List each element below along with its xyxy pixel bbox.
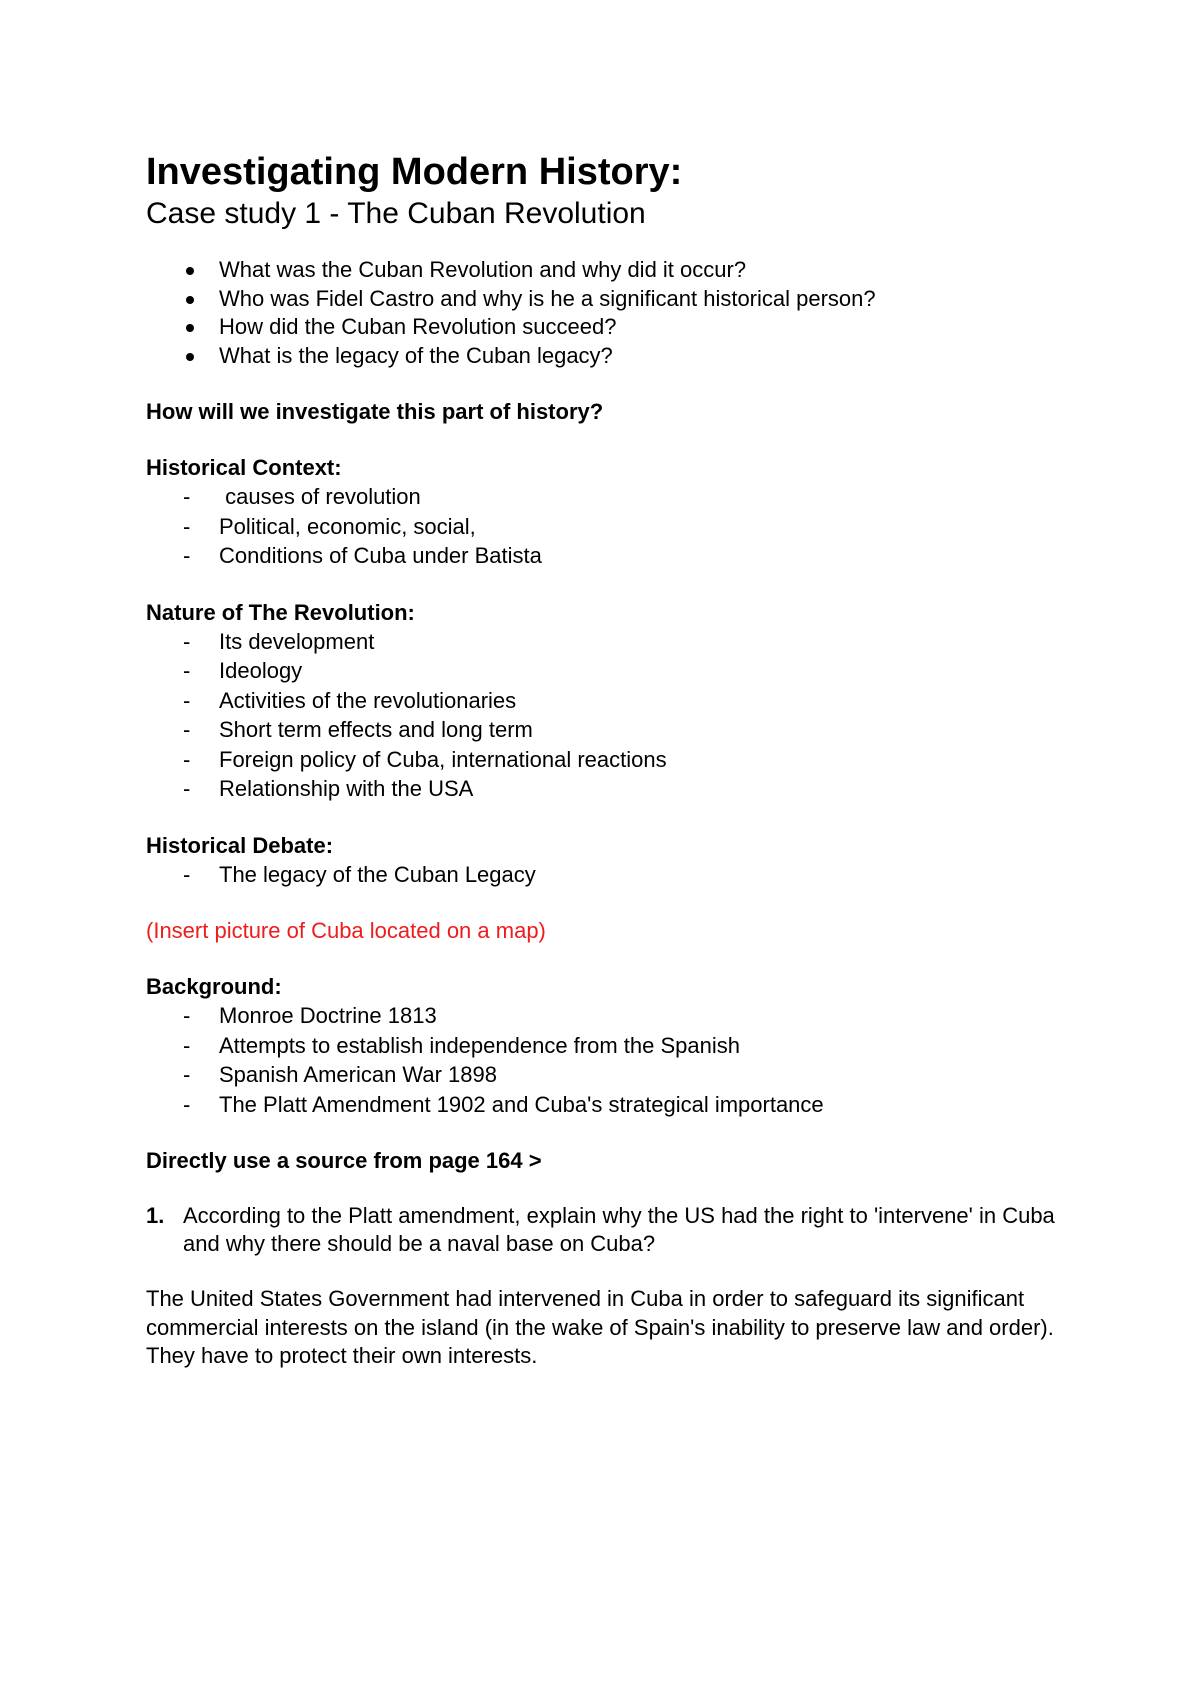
list-item — [146, 860, 1080, 890]
list-item — [146, 541, 1080, 571]
question-text: What is the legacy of the Cuban legacy? — [219, 342, 613, 368]
list-item — [146, 627, 1080, 657]
historical-context-list — [146, 482, 1080, 571]
list-item — [146, 285, 1080, 314]
list-item-text: Political, economic, social, — [219, 513, 476, 539]
bullet-icon — [186, 324, 194, 332]
list-item — [146, 512, 1080, 542]
dash-marker: - — [183, 861, 191, 887]
list-item — [146, 256, 1080, 285]
dash-marker: - — [183, 1003, 191, 1028]
section-heading: Nature of The Revolution: — [146, 599, 415, 625]
question-text: How did the Cuban Revolution succeed? — [219, 314, 617, 339]
background-list — [146, 1001, 1080, 1119]
list-item-text: causes of revolution — [219, 484, 421, 509]
nature-of-revolution-list — [146, 627, 1080, 804]
answer-1-section — [146, 1285, 1080, 1371]
historical-context-section — [146, 453, 1080, 571]
historical-debate-section — [146, 831, 1080, 890]
section-heading: Historical Debate: — [146, 832, 334, 858]
answer-1: The United States Government had intervened in Cuba in order to safeguard its significant commercial interests on the island (in the wake of Spain's inability to preserve law and order). They have to protect their own interests. — [146, 1286, 1054, 1368]
background-section — [146, 972, 1080, 1119]
map-placeholder-note: (Insert picture of Cuba located on a map) — [146, 918, 546, 943]
list-item — [146, 482, 1080, 512]
list-item-text: Relationship with the USA — [219, 776, 474, 801]
investigate-section — [146, 397, 1080, 426]
list-item — [146, 342, 1080, 371]
question-1 — [146, 1202, 1080, 1258]
dash-marker: - — [183, 1062, 191, 1087]
section-heading: Background: — [146, 974, 282, 999]
bullet-icon — [186, 296, 194, 304]
bullet-icon — [186, 353, 194, 361]
section-heading: Historical Context: — [146, 455, 342, 480]
dash-marker: - — [183, 687, 191, 713]
list-item — [146, 774, 1080, 804]
list-item — [146, 715, 1080, 745]
list-item — [146, 1031, 1080, 1061]
list-item-text: The Platt Amendment 1902 and Cuba's strategical importance — [219, 1091, 824, 1117]
page-title: Investigating Modern History: — [146, 151, 683, 193]
list-item-text: The legacy of the Cuban Legacy — [219, 861, 536, 887]
dash-marker: - — [183, 484, 191, 509]
dash-marker: - — [183, 746, 191, 772]
list-item-text: Its development — [219, 628, 375, 654]
dash-marker: - — [183, 717, 191, 742]
map-placeholder-section — [146, 916, 1080, 945]
list-item — [146, 1001, 1080, 1031]
list-item-text: Ideology — [219, 658, 303, 683]
list-item-text: Conditions of Cuba under Batista — [219, 543, 542, 568]
list-item-text: Monroe Doctrine 1813 — [219, 1003, 437, 1028]
dash-marker: - — [183, 543, 191, 568]
source-section — [146, 1146, 1080, 1175]
dash-marker: - — [183, 513, 191, 539]
list-item-text: Activities of the revolutionaries — [219, 687, 517, 713]
page-subtitle: Case study 1 - The Cuban Revolution — [146, 197, 646, 230]
investigate-heading: How will we investigate this part of history? — [146, 399, 604, 424]
list-item — [146, 686, 1080, 716]
list-item — [146, 313, 1080, 342]
source-heading: Directly use a source from page 164 > — [146, 1148, 542, 1173]
list-item-text: Foreign policy of Cuba, international reactions — [219, 746, 667, 772]
list-item — [146, 1090, 1080, 1120]
list-item-text: Attempts to establish independence from the Spanish — [219, 1032, 740, 1058]
historical-debate-list — [146, 860, 1080, 890]
dash-marker: - — [183, 1091, 191, 1117]
list-item — [146, 656, 1080, 686]
question-number: 1. — [146, 1203, 165, 1228]
list-item — [146, 1060, 1080, 1090]
list-item-text: Spanish American War 1898 — [219, 1062, 497, 1087]
question-text: Who was Fidel Castro and why is he a significant historical person? — [219, 285, 876, 311]
bullet-icon — [186, 267, 194, 275]
question-text: According to the Platt amendment, explain why the US had the right to 'intervene' in Cuba and why there should be a naval base on Cuba? — [183, 1203, 1055, 1256]
guiding-questions-list — [146, 256, 1080, 370]
nature-of-revolution-section — [146, 598, 1080, 804]
list-item-text: Short term effects and long term — [219, 717, 533, 742]
dash-marker: - — [183, 1032, 191, 1058]
dash-marker: - — [183, 658, 191, 683]
question-text: What was the Cuban Revolution and why did it occur? — [219, 257, 747, 282]
dash-marker: - — [183, 776, 191, 801]
list-item — [146, 745, 1080, 775]
dash-marker: - — [183, 628, 191, 654]
question-1-section — [146, 1202, 1080, 1258]
